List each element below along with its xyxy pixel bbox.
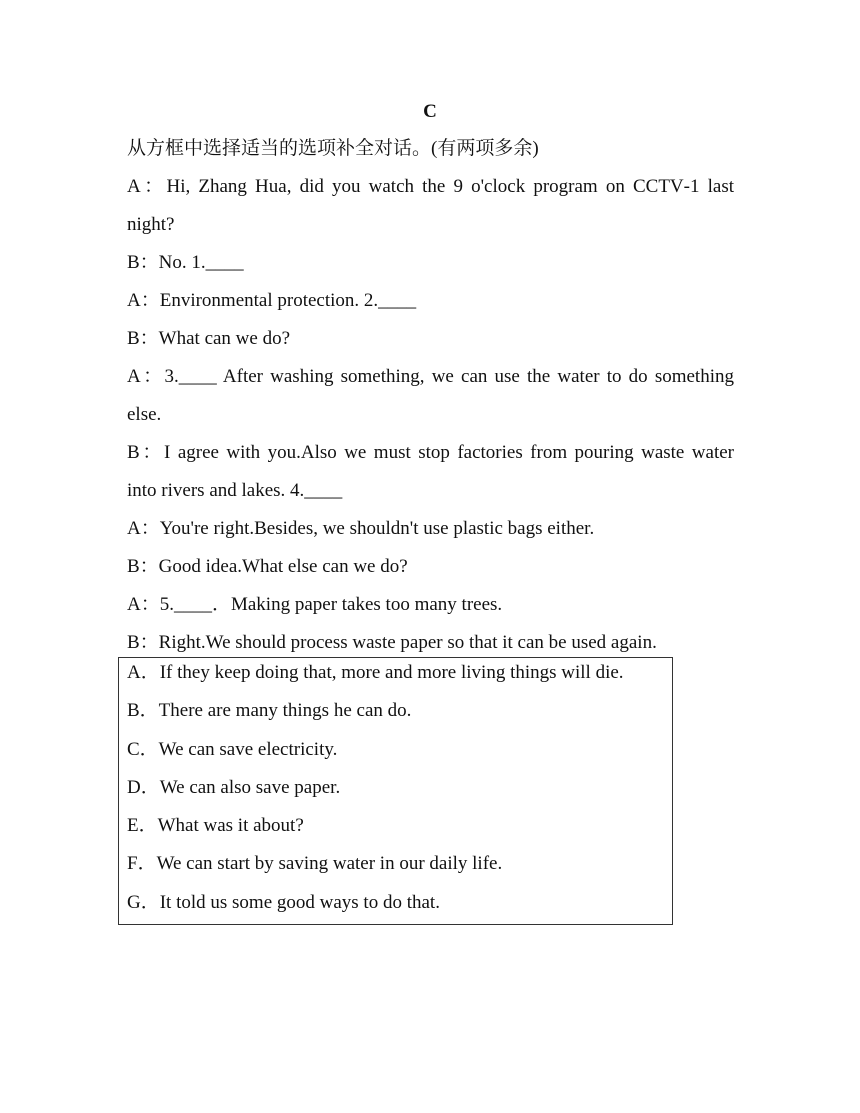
dialogue-line: B：Right.We should process waste paper so that it can be used again.: [127, 632, 657, 653]
options-list: [127, 654, 624, 922]
dialogue-line: B：Good idea.What else can we do?: [127, 556, 408, 577]
dialogue-line: A：3.____ After washing something, we can use the water to do something: [127, 366, 734, 387]
dialogue-line: A：Hi, Zhang Hua, did you watch the 9 o'clock program on CCTV‐1 last: [127, 176, 734, 197]
dialogue-line: into rivers and lakes. 4.____: [127, 480, 343, 501]
dialogue-line: A：5.____．Making paper takes too many trees.: [127, 594, 503, 615]
option-b: B．There are many things he can do.: [127, 700, 412, 722]
dialogue-line: A：Environmental protection. 2.____: [127, 290, 417, 311]
option-e: E．What was it about?: [127, 815, 304, 837]
dialogue-line: B：No. 1.____: [127, 252, 244, 273]
option-d: D．We can also save paper.: [127, 776, 341, 798]
dialogue-line: else.: [127, 404, 162, 425]
option-g: G．It told us some good ways to do that.: [127, 891, 440, 913]
section-title: C: [423, 101, 437, 122]
dialogue: [127, 168, 734, 662]
instruction-text: 从方框中选择适当的选项补全对话。(有两项多余): [127, 138, 539, 159]
dialogue-line: night?: [127, 214, 175, 235]
option-a: A．If they keep doing that, more and more living things will die.: [127, 662, 624, 683]
dialogue-line: B：I agree with you.Also we must stop factories from pouring waste water: [127, 442, 734, 463]
dialogue-line: A：You're right.Besides, we shouldn't use plastic bags either.: [127, 518, 595, 539]
option-c: C．We can save electricity.: [127, 738, 338, 760]
dialogue-line: B：What can we do?: [127, 328, 291, 349]
options-box: [118, 657, 673, 925]
option-f: F．We can start by saving water in our daily life.: [127, 853, 503, 875]
